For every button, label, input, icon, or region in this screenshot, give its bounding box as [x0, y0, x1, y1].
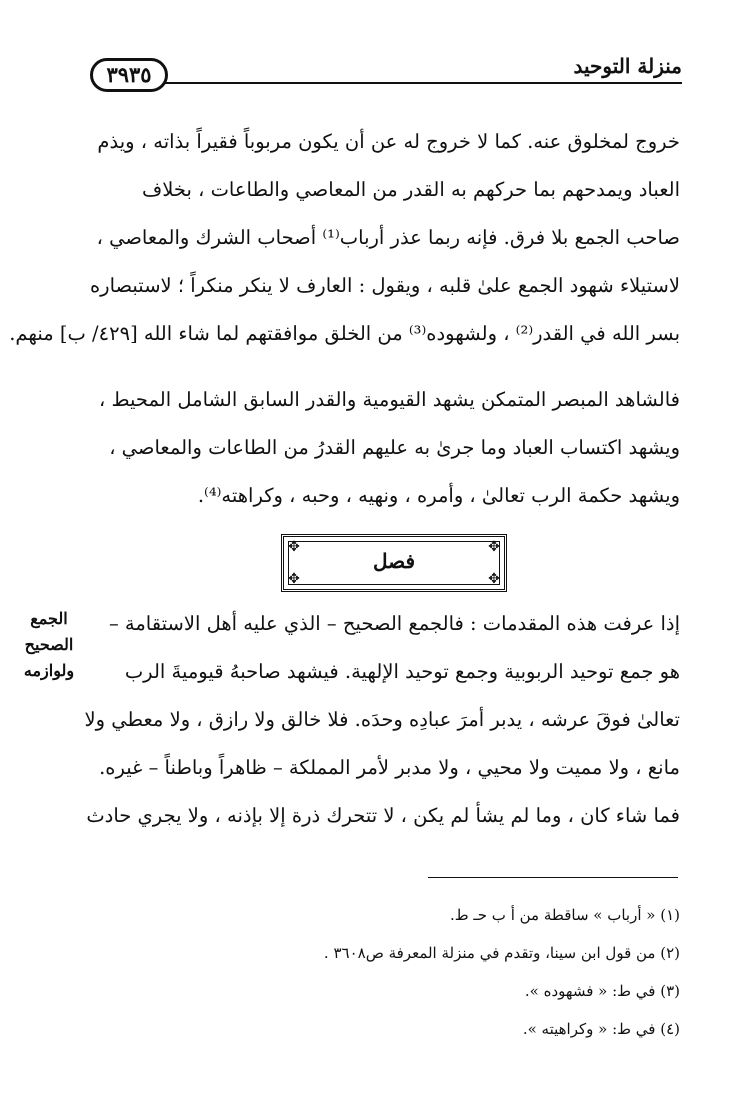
header-rule: [160, 82, 682, 84]
text-line: إذا عرفت هذه المقدمات : فالجمع الصحيح – الذي عليه أهل الاستقامة –: [108, 612, 680, 635]
text-line: فما شاء كان ، وما لم يشأ لم يكن ، لا تتحرك ذرة إلا بإذنه ، ولا يجري حادث: [86, 804, 680, 827]
text-line: صاحب الجمع بلا فرق. فإنه ربما عذر أرباب⁽¹⁾ أصحاب الشرك والمعاصي ،: [96, 226, 680, 249]
text-line: هو جمع توحيد الربوبية وجمع توحيد الإلهية. فيشهد صاحبهُ قيوميةَ الرب: [124, 660, 680, 683]
ornament-icon: ✥: [488, 571, 500, 587]
footnote: (٢) من قول ابن سينا، وتقدم في منزلة المعرفة ص٣٦٠٨ .: [323, 944, 680, 962]
footnote: (٣) في ط: « فشهوده ».: [524, 982, 680, 1000]
margin-note-line: الجمع: [30, 609, 68, 628]
text-line: فالشاهد المبصر المتمكن يشهد القيومية والقدر السابق الشامل المحيط ،: [99, 388, 680, 411]
margin-note-line: ولوازمه: [23, 661, 75, 680]
text-line: بسر الله في القدر⁽²⁾ ، ولشهوده⁽³⁾ من الخلق موافقتهم لما شاء الله [٤٢٩/ ب] منهم.: [9, 322, 680, 345]
paragraph-3: [75, 600, 680, 840]
text-line: مانع ، ولا مميت ولا محيي ، ولا مدبر لأمر المملكة – ظاهراً وباطناً – غيره.: [99, 756, 680, 779]
footnote: (٤) في ط: « وكراهيته ».: [522, 1020, 680, 1038]
section-heading-box: [281, 534, 507, 592]
text-line: ويشهد اكتساب العباد وما جرىٰ به عليهم القدرُ من الطاعات والمعاصي ،: [109, 436, 680, 459]
text-line: ويشهد حكمة الرب تعالىٰ ، وأمره ، ونهيه ، وحبه ، وكراهته⁽⁴⁾.: [197, 484, 680, 507]
section-title: فصل: [372, 549, 416, 573]
text-line: خروج لمخلوق عنه. كما لا خروج له عن أن يكون مربوباً فقيراً بذاته ، ويذم: [97, 130, 680, 153]
footnote-separator: [428, 877, 678, 878]
paragraph-1: [9, 118, 680, 358]
ornament-icon: ✥: [288, 539, 300, 555]
text-line: تعالىٰ فوقَ عرشه ، يدبر أمرَ عبادِه وحدَه. فلا خالق ولا رازق ، ولا معطي ولا: [84, 708, 680, 731]
footnote: (١) « أرباب » ساقطة من أ ب حـ ط.: [449, 906, 680, 924]
margin-note-line: الصحيح: [24, 635, 74, 654]
page-number: ٣٩٣٥: [90, 58, 168, 92]
ornament-icon: ✥: [488, 539, 500, 555]
paragraph-2: [75, 376, 680, 520]
text-line: لاستيلاء شهود الجمع علىٰ قلبه ، ويقول : العارف لا ينكر منكراً ؛ لاستبصاره: [89, 274, 680, 297]
footnotes: [80, 896, 680, 1048]
ornament-icon: ✥: [288, 571, 300, 587]
running-title: منزلة التوحيد: [573, 54, 682, 78]
margin-note: [14, 606, 84, 684]
page-header: [90, 52, 682, 88]
text-line: العباد ويمدحهم بما حركهم به القدر من المعاصي والطاعات ، بخلاف: [142, 178, 680, 201]
